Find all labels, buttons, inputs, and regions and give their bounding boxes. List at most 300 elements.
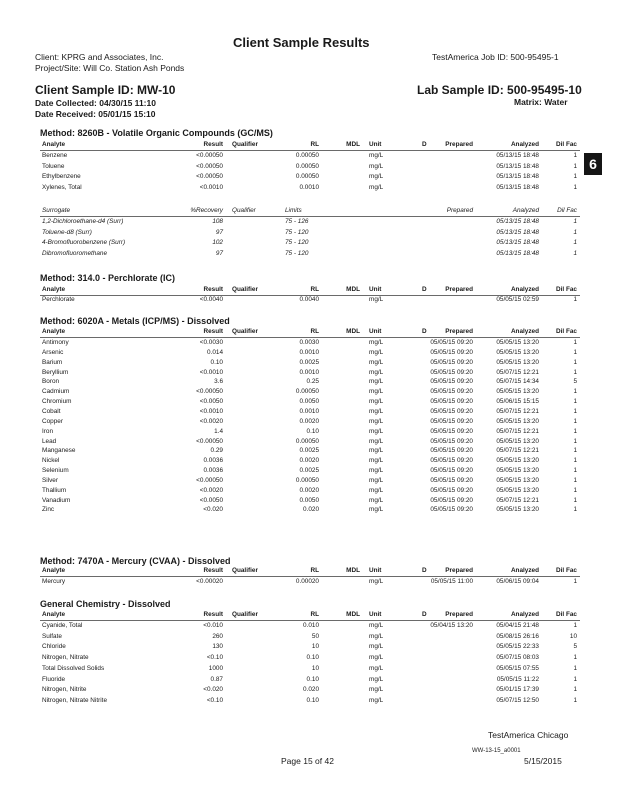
table-cell-analyte: Nitrogen, Nitrate Nitrite — [42, 696, 107, 704]
table-cell-dilfac: 1 — [573, 664, 577, 672]
column-header-mdl: MDL — [346, 328, 360, 335]
table-cell-analyte: Cobalt — [42, 407, 61, 415]
table-cell-analyte: Fluoride — [42, 675, 66, 683]
table-cell-dilfac: 1 — [573, 348, 577, 356]
table-cell-result: 1.4 — [214, 427, 223, 435]
table-cell-prepared: 05/04/15 13:20 — [430, 622, 473, 629]
table-cell-rl: 0.00020 — [295, 578, 319, 585]
table-cell-analyzed: 05/01/15 17:39 — [496, 686, 539, 694]
table-cell-rl: 0.0020 — [299, 457, 319, 465]
column-header-dilfac: Dil Fac — [556, 286, 577, 293]
table-cell-unit: mg/L — [369, 162, 384, 170]
table-cell-analyzed: 05/05/15 13:20 — [496, 476, 539, 484]
column-header-unit: Unit — [369, 328, 382, 335]
column-header-analyte: Analyte — [42, 286, 66, 293]
table-cell-result: <0.10 — [206, 654, 223, 662]
column-header-rl: RL — [310, 567, 319, 574]
table-cell-analyzed: 05/05/15 13:20 — [496, 339, 539, 346]
table-cell-prepared: 05/05/15 09:20 — [430, 447, 473, 455]
date-collected: Date Collected: 04/30/15 11:10 — [35, 98, 156, 108]
table-cell-dilfac: 1 — [573, 398, 577, 406]
column-header-dilfac: Dil Fac — [556, 567, 577, 574]
column-header-rl: RL — [310, 141, 319, 148]
column-header-mdl: MDL — [346, 567, 360, 574]
table-cell-analyzed: 05/05/15 13:20 — [496, 358, 539, 366]
table-cell-rl: 0.25 — [306, 378, 319, 386]
column-header-analyte: Analyte — [42, 611, 66, 618]
table-cell-analyte: Boron — [42, 378, 60, 386]
table-cell-dilfac: 1 — [573, 622, 577, 629]
table-cell-unit: mg/L — [369, 339, 384, 346]
table-cell-prepared: 05/05/15 09:20 — [430, 348, 473, 356]
column-header-prepared: Prepared — [445, 328, 473, 335]
table-cell-dilfac: 1 — [573, 476, 577, 484]
table-cell-rl: 0.10 — [306, 696, 319, 704]
table-cell-prepared: 05/05/15 09:20 — [430, 358, 473, 366]
surrogate-cell-dilfac: 1 — [573, 218, 577, 225]
table-cell-analyte: Iron — [42, 427, 54, 435]
table-cell-analyzed: 05/05/15 13:20 — [496, 417, 539, 425]
footer-lab: TestAmerica Chicago — [488, 730, 569, 740]
table-cell-prepared: 05/05/15 09:20 — [430, 486, 473, 494]
table-cell-analyte: Barium — [42, 358, 63, 366]
table-cell-dilfac: 1 — [573, 296, 577, 303]
table-cell-result: <0.00050 — [196, 173, 223, 180]
column-header-qualifier: Qualifier — [232, 611, 258, 618]
table-cell-dilfac: 1 — [573, 486, 577, 494]
surrogate-cell-surrogate: 1,2-Dichloroethane-d4 (Surr) — [42, 218, 124, 225]
table-cell-analyzed: 05/07/15 12:21 — [496, 496, 539, 504]
client-name: Client: KPRG and Associates, Inc. — [35, 52, 164, 62]
footer-date: 5/15/2015 — [524, 756, 562, 766]
table-cell-analyzed: 05/05/15 13:20 — [496, 457, 539, 465]
surrogate-cell-limits: 75 - 126 — [285, 218, 309, 225]
surrogate-cell-surrogate: Dibromofluoromethane — [42, 249, 108, 257]
date-received: Date Received: 05/01/15 15:10 — [35, 109, 156, 119]
table-cell-unit: mg/L — [369, 296, 384, 303]
table-cell-analyte: Benzene — [42, 152, 68, 159]
surrogate-header-surrogate: Surrogate — [42, 207, 71, 214]
table-cell-analyte: Arsenic — [42, 348, 64, 356]
table-cell-analyte: Sulfate — [42, 632, 62, 640]
table-cell-rl: 50 — [311, 632, 319, 640]
table-cell-prepared: 05/05/15 09:20 — [430, 378, 473, 386]
table-cell-unit: mg/L — [369, 152, 384, 159]
table-cell-unit: mg/L — [369, 437, 384, 445]
table-cell-dilfac: 1 — [573, 686, 577, 694]
table-cell-unit: mg/L — [369, 476, 384, 484]
table-cell-analyzed: 05/13/15 18:48 — [496, 162, 539, 170]
table-cell-unit: mg/L — [369, 388, 384, 396]
table-cell-dilfac: 1 — [573, 368, 577, 376]
table-cell-result: <0.0010 — [199, 407, 223, 415]
table-cell-rl: 0.0010 — [299, 407, 319, 415]
table-cell-dilfac: 1 — [573, 152, 577, 159]
surrogate-header-recovery: %Recovery — [190, 207, 223, 214]
table-cell-result: <0.10 — [206, 696, 223, 704]
table-cell-unit: mg/L — [369, 407, 384, 415]
table-cell-dilfac: 1 — [573, 173, 577, 180]
table-cell-prepared: 05/05/15 09:20 — [430, 457, 473, 465]
table-cell-dilfac: 1 — [573, 358, 577, 366]
table-cell-unit: mg/L — [369, 417, 384, 425]
table-cell-analyzed: 05/07/15 08:03 — [496, 654, 539, 662]
surrogate-header-qualifier: Qualifier — [232, 207, 256, 214]
table-divider — [40, 150, 580, 151]
column-header-d: D — [422, 611, 427, 618]
column-header-result: Result — [203, 611, 223, 618]
table-cell-analyte: Chloride — [42, 643, 66, 651]
table-cell-prepared: 05/05/15 09:20 — [430, 467, 473, 475]
table-cell-rl: 0.0025 — [299, 358, 319, 366]
column-header-mdl: MDL — [346, 286, 360, 293]
table-cell-analyte: Silver — [42, 476, 58, 484]
table-cell-analyzed: 05/07/15 12:21 — [496, 427, 539, 435]
table-cell-result: <0.0020 — [199, 417, 223, 425]
table-cell-result: <0.0050 — [199, 496, 223, 504]
table-cell-analyzed: 05/05/15 22:33 — [496, 643, 539, 651]
table-cell-analyte: Thallium — [42, 486, 67, 494]
table-cell-rl: 0.0025 — [299, 447, 319, 455]
table-cell-result: <0.020 — [203, 506, 223, 514]
table-cell-prepared: 05/05/15 09:20 — [430, 388, 473, 396]
surrogate-cell-surrogate: Toluene-d8 (Surr) — [42, 228, 92, 236]
table-cell-unit: mg/L — [369, 467, 384, 475]
table-cell-rl: 0.00050 — [295, 437, 319, 445]
table-cell-analyte: Nickel — [42, 457, 60, 465]
table-cell-rl: 0.0025 — [299, 467, 319, 475]
table-cell-analyte: Vanadium — [42, 496, 71, 504]
table-cell-prepared: 05/05/15 09:20 — [430, 496, 473, 504]
table-cell-rl: 0.0050 — [299, 398, 319, 406]
table-cell-rl: 0.0010 — [299, 183, 319, 191]
table-cell-rl: 0.0020 — [299, 417, 319, 425]
column-header-rl: RL — [310, 328, 319, 335]
column-header-analyzed: Analyzed — [510, 286, 539, 293]
column-header-rl: RL — [310, 611, 319, 618]
table-cell-dilfac: 1 — [573, 675, 577, 683]
table-cell-analyzed: 05/07/15 12:21 — [496, 447, 539, 455]
column-header-rl: RL — [310, 286, 319, 293]
table-cell-unit: mg/L — [369, 696, 384, 704]
table-cell-dilfac: 10 — [569, 632, 577, 640]
job-id: TestAmerica Job ID: 500-95495-1 — [432, 52, 559, 62]
table-cell-prepared: 05/05/15 09:20 — [430, 417, 473, 425]
surrogate-cell-dilfac: 1 — [573, 239, 577, 246]
table-cell-analyzed: 05/05/15 13:20 — [496, 486, 539, 494]
method-title: General Chemistry - Dissolved — [40, 599, 171, 609]
table-cell-analyte: Perchlorate — [42, 296, 75, 303]
table-cell-result: 0.0036 — [203, 457, 223, 465]
table-cell-analyte: Total Dissolved Solids — [42, 664, 105, 672]
table-cell-analyte: Beryllium — [42, 368, 69, 376]
table-cell-result: 3.6 — [214, 378, 223, 386]
surrogate-cell-dilfac: 1 — [573, 228, 577, 236]
table-cell-rl: 0.0050 — [299, 496, 319, 504]
table-cell-result: <0.00050 — [196, 162, 223, 170]
table-cell-dilfac: 1 — [573, 654, 577, 662]
table-cell-result: <0.00050 — [196, 152, 223, 159]
project-site: Project/Site: Will Co. Station Ash Ponds — [35, 63, 185, 73]
column-header-d: D — [422, 286, 427, 293]
table-cell-analyzed: 05/13/15 18:48 — [496, 152, 539, 159]
surrogate-cell-recovery: 97 — [215, 249, 223, 257]
table-cell-rl: 0.0010 — [299, 368, 319, 376]
table-cell-analyzed: 05/04/15 21:48 — [496, 622, 539, 629]
column-header-result: Result — [203, 328, 223, 335]
table-cell-prepared: 05/05/15 09:20 — [430, 476, 473, 484]
table-cell-unit: mg/L — [369, 447, 384, 455]
table-cell-unit: mg/L — [369, 427, 384, 435]
column-header-analyzed: Analyzed — [510, 328, 539, 335]
table-cell-result: 0.29 — [210, 447, 223, 455]
table-cell-analyte: Chromium — [42, 398, 72, 406]
table-cell-prepared: 05/05/15 09:20 — [430, 407, 473, 415]
table-cell-dilfac: 1 — [573, 506, 577, 514]
table-cell-rl: 0.020 — [303, 686, 319, 694]
table-cell-unit: mg/L — [369, 675, 384, 683]
table-cell-dilfac: 5 — [573, 378, 577, 386]
table-cell-rl: 0.10 — [306, 675, 319, 683]
table-cell-unit: mg/L — [369, 173, 384, 180]
table-cell-analyte: Lead — [42, 437, 57, 445]
table-cell-unit: mg/L — [369, 486, 384, 494]
column-header-analyte: Analyte — [42, 328, 66, 335]
table-cell-dilfac: 1 — [573, 578, 577, 585]
column-header-analyzed: Analyzed — [510, 567, 539, 574]
table-cell-dilfac: 1 — [573, 183, 577, 191]
table-cell-unit: mg/L — [369, 368, 384, 376]
table-cell-analyzed: 05/05/15 13:20 — [496, 506, 539, 514]
table-cell-prepared: 05/05/15 09:20 — [430, 368, 473, 376]
table-cell-unit: mg/L — [369, 654, 384, 662]
footer-page: Page 15 of 42 — [281, 756, 334, 766]
table-cell-rl: 10 — [311, 664, 319, 672]
table-cell-analyte: Copper — [42, 417, 63, 425]
table-cell-unit: mg/L — [369, 348, 384, 356]
column-header-dilfac: Dil Fac — [556, 328, 577, 335]
table-cell-analyte: Toluene — [42, 162, 65, 170]
table-cell-dilfac: 1 — [573, 162, 577, 170]
table-cell-analyte: Antimony — [42, 339, 69, 346]
surrogate-cell-limits: 75 - 120 — [285, 228, 309, 236]
table-cell-prepared: 05/05/15 09:20 — [430, 339, 473, 346]
column-header-dilfac: Dil Fac — [556, 611, 577, 618]
client-sample-id: Client Sample ID: MW-10 — [35, 83, 176, 97]
table-cell-dilfac: 1 — [573, 467, 577, 475]
table-divider — [40, 337, 580, 338]
column-header-result: Result — [203, 286, 223, 293]
surrogate-cell-limits: 75 - 120 — [285, 239, 309, 246]
column-header-prepared: Prepared — [445, 286, 473, 293]
table-cell-dilfac: 1 — [573, 427, 577, 435]
column-header-result: Result — [203, 141, 223, 148]
table-cell-analyzed: 05/13/15 18:48 — [496, 183, 539, 191]
table-cell-unit: mg/L — [369, 183, 384, 191]
table-cell-analyzed: 05/05/15 13:20 — [496, 348, 539, 356]
table-cell-analyzed: 05/05/15 13:20 — [496, 467, 539, 475]
table-cell-rl: 0.10 — [306, 654, 319, 662]
table-cell-result: <0.010 — [203, 622, 223, 629]
method-title: Method: 7470A - Mercury (CVAA) - Dissolved — [40, 556, 231, 566]
table-cell-result: 260 — [212, 632, 223, 640]
table-cell-analyzed: 05/07/15 12:21 — [496, 407, 539, 415]
table-cell-unit: mg/L — [369, 398, 384, 406]
table-cell-result: 0.0036 — [203, 467, 223, 475]
column-header-qualifier: Qualifier — [232, 286, 258, 293]
surrogate-cell-analyzed: 05/13/15 18:48 — [496, 239, 539, 246]
table-cell-analyte: Ethylbenzene — [42, 173, 81, 180]
table-cell-analyzed: 05/06/15 15:15 — [496, 398, 539, 406]
surrogate-header-dilfac: Dil Fac — [557, 207, 577, 214]
table-cell-dilfac: 5 — [573, 643, 577, 651]
table-cell-result: <0.0010 — [199, 183, 223, 191]
table-cell-rl: 0.00050 — [295, 388, 319, 396]
column-header-analyzed: Analyzed — [510, 141, 539, 148]
table-divider — [40, 620, 580, 621]
table-cell-rl: 0.00050 — [295, 162, 319, 170]
column-header-qualifier: Qualifier — [232, 567, 258, 574]
matrix: Matrix: Water — [514, 97, 568, 107]
table-cell-rl: 0.00050 — [295, 152, 319, 159]
column-header-analyte: Analyte — [42, 567, 66, 574]
table-cell-unit: mg/L — [369, 496, 384, 504]
table-cell-result: 130 — [212, 643, 223, 651]
table-cell-analyte: Nitrogen, Nitrate — [42, 654, 89, 662]
table-cell-prepared: 05/05/15 11:00 — [430, 578, 473, 585]
surrogate-header-limits: Limits — [285, 207, 302, 214]
surrogate-header-prepared: Prepared — [446, 207, 473, 214]
table-cell-result: 0.10 — [210, 358, 223, 366]
table-cell-analyzed: 05/07/15 12:21 — [496, 368, 539, 376]
table-cell-unit: mg/L — [369, 506, 384, 514]
method-title: Method: 314.0 - Perchlorate (IC) — [40, 273, 176, 283]
table-cell-result: <0.00020 — [196, 578, 223, 585]
column-header-unit: Unit — [369, 141, 382, 148]
table-cell-analyte: Xylenes, Total — [42, 183, 82, 191]
table-cell-analyte: Zinc — [42, 506, 55, 514]
surrogate-cell-analyzed: 05/13/15 18:48 — [496, 228, 539, 236]
table-cell-analyte: Cyanide, Total — [42, 622, 83, 629]
column-header-analyte: Analyte — [42, 141, 66, 148]
method-title: Method: 6020A - Metals (ICP/MS) - Dissolved — [40, 316, 230, 326]
surrogate-cell-recovery: 102 — [212, 239, 223, 246]
table-cell-dilfac: 1 — [573, 407, 577, 415]
table-cell-unit: mg/L — [369, 622, 384, 629]
footer-ref: WW-13-15_a0001 — [472, 748, 521, 754]
table-cell-result: <0.0010 — [199, 368, 223, 376]
column-header-prepared: Prepared — [445, 611, 473, 618]
table-cell-unit: mg/L — [369, 578, 384, 585]
table-cell-analyte: Cadmium — [42, 388, 70, 396]
table-cell-rl: 0.00050 — [295, 173, 319, 180]
table-cell-result: 0.014 — [207, 348, 223, 356]
table-cell-dilfac: 1 — [573, 696, 577, 704]
table-cell-analyzed: 05/07/15 12:50 — [496, 696, 539, 704]
table-cell-analyzed: 05/05/15 07:55 — [496, 664, 539, 672]
table-cell-result: <0.020 — [203, 686, 223, 694]
column-header-d: D — [422, 567, 427, 574]
table-cell-prepared: 05/05/15 09:20 — [430, 398, 473, 406]
table-cell-rl: 0.0040 — [299, 296, 319, 303]
table-cell-dilfac: 1 — [573, 447, 577, 455]
table-cell-result: <0.00050 — [196, 476, 223, 484]
table-cell-result: 0.87 — [210, 675, 223, 683]
section-tab: 6 — [584, 153, 602, 175]
column-header-qualifier: Qualifier — [232, 141, 258, 148]
table-cell-prepared: 05/05/15 09:20 — [430, 506, 473, 514]
table-cell-analyzed: 05/05/15 13:20 — [496, 437, 539, 445]
table-cell-analyzed: 05/05/15 11:22 — [496, 675, 539, 683]
table-cell-dilfac: 1 — [573, 496, 577, 504]
table-cell-rl: 0.010 — [303, 622, 319, 629]
column-header-mdl: MDL — [346, 611, 360, 618]
table-cell-analyzed: 05/08/15 26:16 — [496, 632, 539, 640]
surrogate-cell-analyzed: 05/13/15 18:48 — [496, 218, 539, 225]
table-cell-rl: 10 — [311, 643, 319, 651]
table-cell-analyte: Manganese — [42, 447, 76, 455]
table-cell-dilfac: 1 — [573, 388, 577, 396]
table-cell-unit: mg/L — [369, 632, 384, 640]
surrogate-cell-limits: 75 - 120 — [285, 249, 309, 257]
table-cell-rl: 0.0030 — [299, 339, 319, 346]
column-header-d: D — [422, 141, 427, 148]
table-cell-result: 1000 — [208, 664, 223, 672]
table-cell-dilfac: 1 — [573, 417, 577, 425]
table-cell-analyte: Mercury — [42, 578, 66, 585]
column-header-mdl: MDL — [346, 141, 360, 148]
column-header-analyzed: Analyzed — [510, 611, 539, 618]
table-divider — [40, 576, 580, 577]
table-cell-unit: mg/L — [369, 457, 384, 465]
table-cell-unit: mg/L — [369, 686, 384, 694]
table-cell-unit: mg/L — [369, 664, 384, 672]
table-cell-rl: 0.10 — [306, 427, 319, 435]
column-header-dilfac: Dil Fac — [556, 141, 577, 148]
table-cell-unit: mg/L — [369, 378, 384, 386]
column-header-unit: Unit — [369, 567, 382, 574]
table-cell-analyzed: 05/13/15 18:48 — [496, 173, 539, 180]
table-cell-dilfac: 1 — [573, 457, 577, 465]
table-cell-analyzed: 05/05/15 02:59 — [496, 296, 539, 303]
table-cell-dilfac: 1 — [573, 339, 577, 346]
table-cell-unit: mg/L — [369, 358, 384, 366]
surrogate-cell-recovery: 97 — [215, 228, 223, 236]
table-cell-result: <0.0020 — [199, 486, 223, 494]
table-cell-result: <0.0030 — [199, 339, 223, 346]
column-header-d: D — [422, 328, 427, 335]
surrogate-cell-dilfac: 1 — [573, 249, 577, 257]
table-cell-rl: 0.00050 — [295, 476, 319, 484]
column-header-prepared: Prepared — [445, 141, 473, 148]
table-cell-result: <0.00050 — [196, 437, 223, 445]
table-cell-analyzed: 05/05/15 13:20 — [496, 388, 539, 396]
method-title: Method: 8260B - Volatile Organic Compounds (GC/MS) — [40, 128, 273, 138]
table-cell-analyte: Nitrogen, Nitrite — [42, 686, 87, 694]
surrogate-header-analyzed: Analyzed — [512, 207, 539, 214]
table-cell-rl: 0.0010 — [299, 348, 319, 356]
surrogate-cell-analyzed: 05/13/15 18:48 — [496, 249, 539, 257]
surrogate-cell-surrogate: 4-Bromofluorobenzene (Surr) — [42, 239, 126, 246]
table-cell-rl: 0.020 — [303, 506, 319, 514]
table-cell-result: <0.00050 — [196, 388, 223, 396]
table-cell-prepared: 05/05/15 09:20 — [430, 427, 473, 435]
column-header-prepared: Prepared — [445, 567, 473, 574]
column-header-unit: Unit — [369, 611, 382, 618]
lab-sample-id: Lab Sample ID: 500-95495-10 — [417, 83, 582, 97]
table-cell-unit: mg/L — [369, 643, 384, 651]
table-cell-analyte: Selenium — [42, 467, 69, 475]
